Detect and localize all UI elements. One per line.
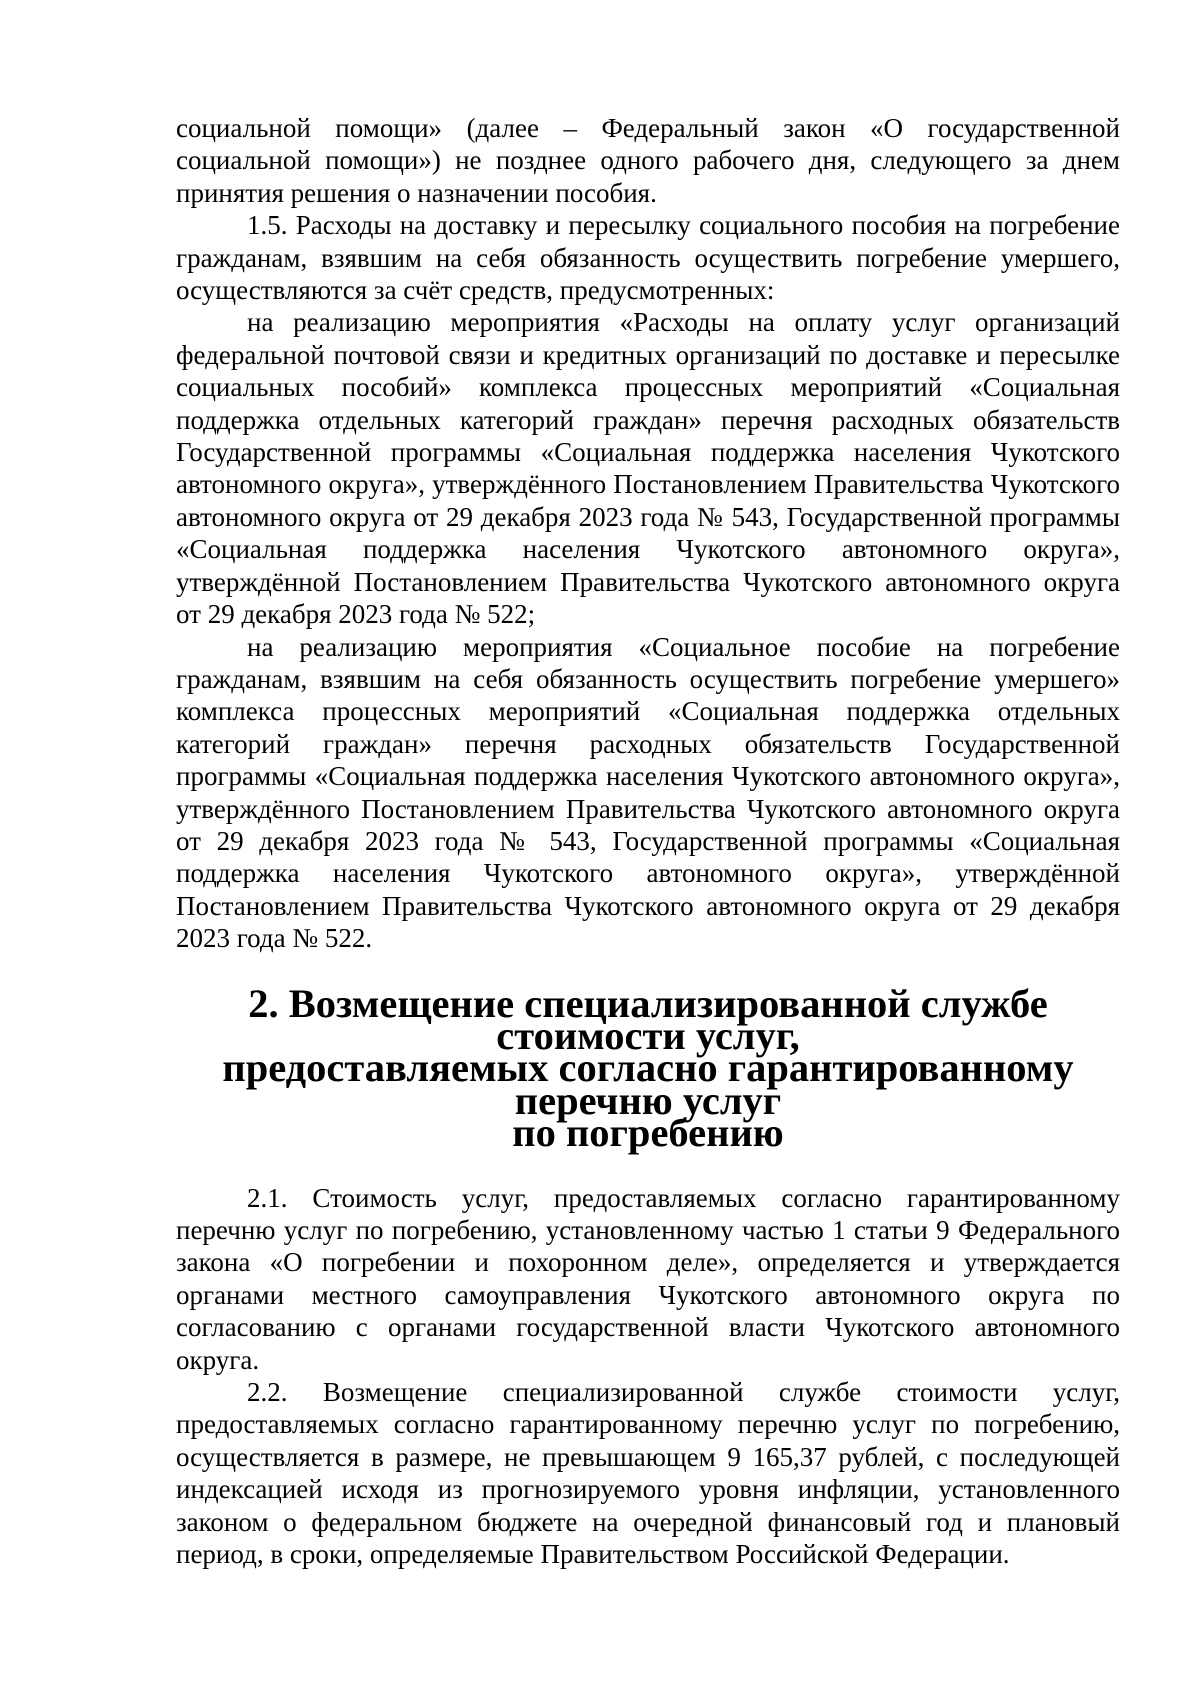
section-2-heading-line-3: по погребению <box>512 1110 784 1156</box>
paragraph-continuation: социальной помощи» (далее – Федеральный закон «О государственной социальной помощи») не позднее одного рабочего дня, следующего за днем принятия решения о назначении пособия. <box>176 113 1120 208</box>
paragraph-2-1: 2.1. Стоимость услуг, предоставляемых согласно гарантированному перечню услуг по погребению, установленному частью 1 статьи 9 Федерального закона «О погребении и похоронном деле», определяется и утверждается органами местного самоуправления Чукотского автономного округа по согласованию с органами государственной власти Чукотского автономного округа. <box>176 1182 1120 1375</box>
paragraph-postal-delivery-expenses: на реализацию мероприятия «Расходы на оплату услуг организаций федеральной почтовой связи и кредитных организаций по доставке и пересылке социальных пособий» комплекса процессных мероприятий «Социальная поддержка отдельных категорий граждан» перечня расходных обязательств Государственной программы «Социальная поддержка населения Чукотского автономного округа», утверждённого Постановлением Правительства Чукотского автономного округа от 29 декабря 2023 года № 543, Государственной программы «Социальная поддержка населения Чукотского автономного округа», утверждённой Постановлением Правительства Чукотского автономного округа от 29 декабря 2023 года № 522; <box>176 307 1120 630</box>
paragraph-2-2: 2.2. Возмещение специализированной службе стоимости услуг, предоставляемых согласно гарантированному перечню услуг по погребению, осуществляется в размере, не превышающем 9 165,37 рублей, с последующей индексацией исходя из прогнозируемого уровня инфляции, установленного законом о федеральном бюджете на очередной финансовый год и плановый период, в сроки, определяемые Правительством Российской Федерации. <box>176 1377 1120 1570</box>
document-page <box>176 112 1120 1570</box>
paragraph-1-5: 1.5. Расходы на доставку и пересылку социального пособия на погребение гражданам, взявшим на себя обязанность осуществить погребение умершего, осуществляются за счёт средств, предусмотренных: <box>176 210 1120 306</box>
section-2-heading-line-2: предоставляемых согласно гарантированному перечню услуг <box>222 1045 1074 1123</box>
paragraph-burial-allowance-expenses: на реализацию мероприятия «Социальное пособие на погребение гражданам, взявшим на себя обязанность осуществить погребение умершего» комплекса процессных мероприятий «Социальная поддержка отдельных категорий граждан» перечня расходных обязательств Государственной программы «Социальная поддержка населения Чукотского автономного округа», утверждённого Постановлением Правительства Чукотского автономного округа от 29 декабря 2023 года № 543, Государственной программы «Социальная поддержка населения Чукотского автономного округа», утверждённой Постановлением Правительства Чукотского автономного округа от 29 декабря 2023 года № 522. <box>176 631 1120 954</box>
section-2-heading-line-1: 2. Возмещение специализированной службе стоимости услуг, <box>248 980 1048 1058</box>
section-2-heading <box>176 980 1120 1156</box>
